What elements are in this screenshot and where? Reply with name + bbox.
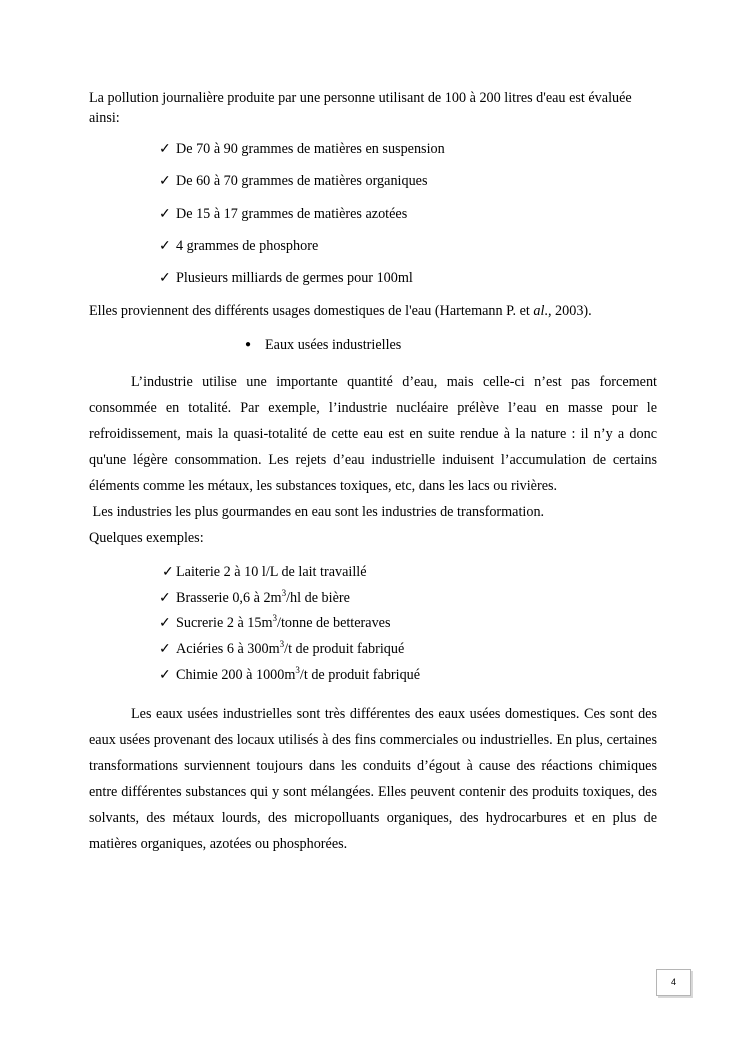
closing-paragraph: Les eaux usées industrielles sont très différentes des eaux usées domestiques. Ces sont des eaux usées provenant des locaux utilisés à des fins commerciales ou industrielles. En plus, certaines transformations surviennent toujours dans les conduits d’égout à cause des réactions chimiques entre différentes substances qui y sont mélangées. Elles peuvent contenir des produits toxiques, des solvants, des métaux lourds, des micropolluants organiques, des hydrocarbures et en plus de matières organiques, azotées ou phosphorées. <box>89 706 657 852</box>
bullet-icon: ● <box>245 339 252 350</box>
page-number: 4 <box>656 969 691 996</box>
checkmark-icon: ✓ <box>159 641 171 657</box>
checkmark-icon: ✓ <box>159 270 171 286</box>
list-item: ✓ Plusieurs milliards de germes pour 100ml <box>159 270 413 286</box>
checkmark-icon: ✓ <box>159 590 171 606</box>
section-heading: ● Eaux usées industrielles <box>245 337 402 353</box>
checkmark-icon: ✓ <box>162 564 174 580</box>
list-item: ✓ De 60 à 70 grammes de matières organiques <box>159 173 428 189</box>
list-item: ✓ Brasserie 0,6 à $2m^3/hl$ de bière <box>159 588 350 606</box>
list-item: ✓ De 15 à 17 grammes de matières azotées <box>159 206 408 222</box>
checkmark-icon: ✓ <box>159 173 171 189</box>
list-item: ✓ Sucrerie 2 à $15m^3$/tonne de betteraves <box>159 613 391 631</box>
checkmark-icon: ✓ <box>159 238 171 254</box>
checkmark-icon: ✓ <box>159 206 171 222</box>
examples-label: Quelques exemples: <box>89 530 204 546</box>
intro-paragraph: La pollution journalière produite par une personne utilisant de 100 à 200 litres d'eau est évaluée ainsi: <box>89 90 632 126</box>
industry-line: Les industries les plus gourmandes en eau sont les industries de transformation. <box>89 504 545 520</box>
list-item: ✓ 4 grammes de phosphore <box>159 238 319 254</box>
list-item: ✓ Chimie 200 à $1000m^3/t$ de produit fabriqué <box>159 665 421 683</box>
list-item: ✓ Laiterie 2 à 10 l/L de lait travaillé <box>162 564 367 580</box>
checkmark-icon: ✓ <box>159 667 171 683</box>
industry-paragraph: L’industrie utilise une importante quantité d’eau, mais celle-ci n’est pas forcement consommée en totalité. Par exemple, l’industrie nucléaire prélève l’eau en masse pour le refroidissement, mais la quasi-totalité de cette eau est en suite rendue à la nature : il n’y a donc qu'une légère consommation. Les rejets d’eau industrielle induisent l’accumulation de certains éléments comme les métaux, les substances toxiques, etc, dans les lacs ou rivières. <box>89 374 657 494</box>
checkmark-icon: ✓ <box>159 615 171 631</box>
list-item: ✓ De 70 à 90 grammes de matières en suspension <box>159 141 445 157</box>
source-paragraph: Elles proviennent des différents usages domestiques de l'eau (Hartemann P. et al., 2003). <box>89 303 592 319</box>
checkmark-icon: ✓ <box>159 141 171 157</box>
list-item: ✓ Aciéries 6 à $300m^3/t$ de produit fabriqué <box>159 639 405 657</box>
